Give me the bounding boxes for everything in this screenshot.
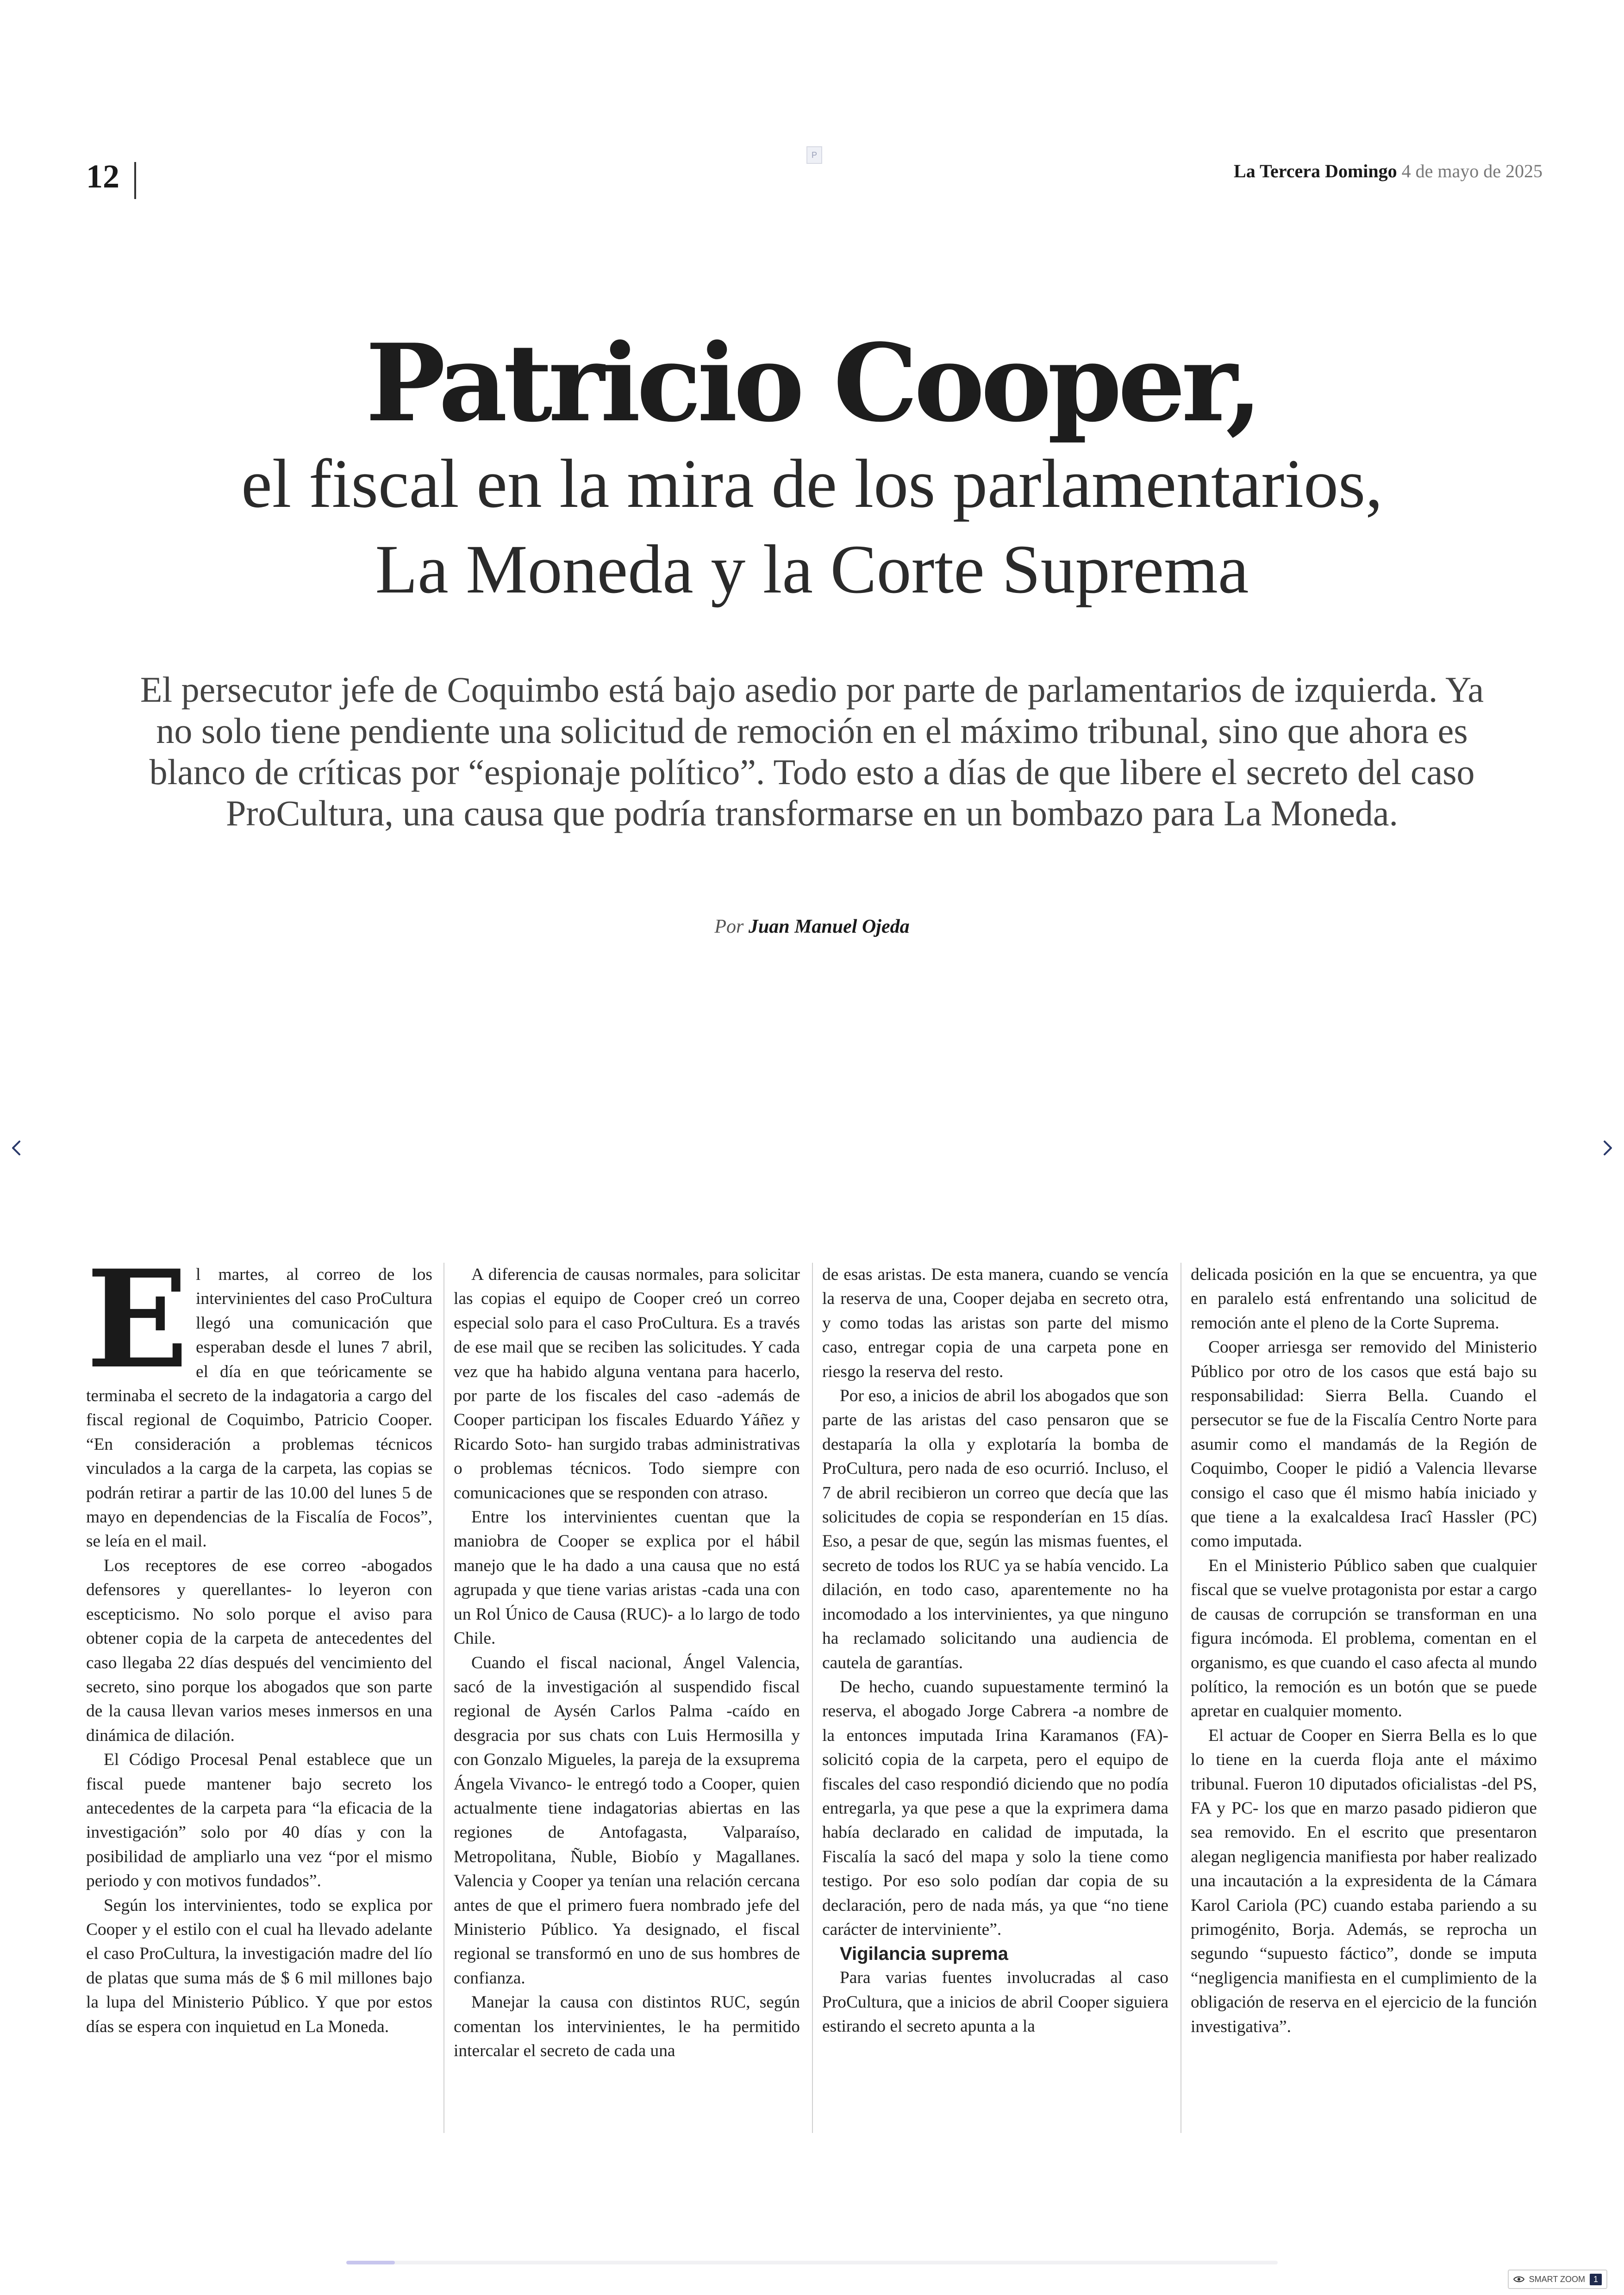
smart-zoom-label: SMART ZOOM <box>1529 2274 1585 2284</box>
article-column-4 <box>1191 1263 1537 2142</box>
paragraph: delicada posición en la que se encuentra, ya que en paralelo está enfrentando una solicitud de remoción ante el pleno de la Corte Suprema. <box>1191 1265 1537 1333</box>
page-number-divider <box>134 162 136 199</box>
paragraph: De hecho, cuando supuestamente terminó la reserva, el abogado Jorge Cabrera -a nombre de la entonces imputada Irina Karamanos (FA)- solicitó copia de la carpeta, pero el equipo de fiscales del caso respondió diciendo que no podía entregarla, ya que pese a que la exprimera dama había declarado en calidad de imputada, la Fiscalía la sacó del mapa y solo la tiene como testigo. Por eso solo podían dar copia de su declaración, pero de nada más, ya que “no tiene carácter de interviniente”. <box>822 1677 1168 1939</box>
byline-prefix: Por <box>714 916 744 937</box>
paragraph: A diferencia de causas normales, para solicitar las copias el equipo de Cooper creó un correo especial solo para el caso ProCultura. Es a través de ese mail que se reciben las solicitudes. Y cada vez que ha habido alguna ventana para hacerlo, por parte de los fiscales del caso -además de Cooper participan los fiscales Eduardo Yáñez y Ricardo Soto- han surgido trabas administrativas o problemas técnicos. Todo siempre con comunicaciones que se responden con atraso. <box>454 1265 800 1503</box>
paragraph: El Código Procesal Penal establece que un fiscal puede mantener bajo secreto los antecedentes de la carpeta para “la eficacia de la investigación” solo por 40 días y con la posibilidad de ampliarlo una vez “por el mismo periodo y con motivos fundados”. <box>86 1750 432 1891</box>
previous-page-button[interactable] <box>6 1138 27 1158</box>
paragraph: de esas aristas. De esta manera, cuando se vencía la reserva de una, Cooper dejaba en secreto otra, y como todas las aristas son parte del mismo caso, entregar copia de una carpeta pone en riesgo la reserva del resto. <box>822 1265 1168 1381</box>
byline <box>0 916 1624 938</box>
page-marker-icon[interactable]: P <box>806 146 822 164</box>
paragraph: Según los intervinientes, todo se explica por Cooper y el estilo con el cual ha llevado adelante el caso ProCultura, la investigación madre del lío de platas que suma más de $ 6 mil millones bajo la lupa del Ministerio Público. Y que por estos días se espera con inquietud en La Moneda. <box>86 1896 432 2036</box>
zoom-level-badge: 1 <box>1590 2274 1602 2285</box>
article-subtitle-line-1: el fiscal en la mira de los parlamentarios, <box>241 445 1383 522</box>
smart-zoom-button[interactable] <box>1508 2270 1607 2289</box>
column-rule <box>443 1263 444 2133</box>
chevron-right-icon <box>1597 1138 1618 1158</box>
reading-progress-fill <box>346 2261 395 2264</box>
paragraph: Manejar la causa con distintos RUC, según comentan los intervinientes, le ha permitido intercalar el secreto de cada una <box>454 1993 800 2060</box>
article-subtitle-line-2: La Moneda y la Corte Suprema <box>375 531 1249 608</box>
column-rule <box>812 1263 813 2133</box>
reading-progress-bar[interactable] <box>346 2261 1278 2264</box>
paragraph: Cooper arriesga ser removido del Ministerio Público por otro de los casos que está bajo su responsabilidad: Sierra Bella. Cuando el persecutor se fue de la Fiscalía Centro Norte para asumir como el mandamás de la Región de Coquimbo, Cooper le pidió a Valencia llevarse consigo el caso que él mismo había iniciado y que tiene a la exalcaldesa Iracî Hassler (PC) como imputada. <box>1191 1338 1537 1551</box>
paragraph: Por eso, a inicios de abril los abogados que son parte de las aristas del caso pensaron que se destaparía la olla y explotaría la bomba de ProCultura, pero nada de eso ocurrió. Incluso, el 7 de abril recibieron un correo que decía que las solicitudes de copia se responderían en 15 días. Eso, a pesar de que, según las mismas fuentes, el secreto de todos los RUC ya se había vencido. La dilación, en todo caso, aparentemente no ha incomodado a los intervinientes, ya que ninguno ha reclamado solicitando una audiencia de cautela de garantías. <box>822 1386 1168 1672</box>
paragraph: Cuando el fiscal nacional, Ángel Valencia, sacó de la investigación al suspendido fiscal regional de Aysén Carlos Palma -caído en desgracia por sus chats con Luis Hermosilla y con Gonzalo Migueles, la pareja de la exsuprema Ángela Vivanco- le entregó todo a Cooper, quien actualmente tiene indagatorias abiertas en las regiones de Antofagasta, Valparaíso, Metropolitana, Ñuble, Biobío y Magallanes. Valencia y Cooper ya tenían una relación cercana antes de que el primero fuera nombrado jefe del Ministerio Público. Ya designado, el fiscal regional se transformó en uno de sus hombres de confianza. <box>454 1653 800 1988</box>
article-title: Patricio Cooper, <box>365 321 1259 446</box>
next-page-button[interactable] <box>1597 1138 1618 1158</box>
section-subhead: Vigilancia suprema <box>840 1944 1008 1964</box>
paragraph: El actuar de Cooper en Sierra Bella es lo que lo tiene en la cuerda floja ante el máximo tribunal. Fueron 10 diputados oficialistas -del PS, FA y PC- los que en marzo pasado pidieron que sea removido. En el escrito que presentaron alegan negligencia manifiesta por haber realizado una incautación a la expresidenta de la Cámara Karol Cariola (PC) cuando estaba pariendo a su primogénito, Borja. Además, se reprocha un segundo “supuesto fáctico”, donde se imputa “negligencia manifiesta en el cumplimiento de la obligación de reserva en el ejercicio de la función investigativa”. <box>1191 1726 1537 2036</box>
publication-date: 4 de mayo de 2025 <box>1401 161 1543 181</box>
article-column-2 <box>454 1263 800 2142</box>
page-number: 12 <box>86 158 119 195</box>
paragraph: En el Ministerio Público saben que cualquier fiscal que se vuelve protagonista por estar a cargo de causas de corrupción se transforman en una figura incómoda. El problema, comentan en el organismo, es que cuando el caso afecta al mundo político, la remoción es un botón que se puede apretar en cualquier momento. <box>1191 1556 1537 1721</box>
paragraph: Entre los intervinientes cuentan que la maniobra de Cooper se explica por el hábil manejo que le ha dado a una causa que no está agrupada y que tiene varias aristas -cada una con un Rol Único de Causa (RUC)- a lo largo de todo Chile. <box>454 1508 800 1648</box>
paragraph: Para varias fuentes involucradas al caso ProCultura, que a inicios de abril Cooper siguiera estirando el secreto apunta a la <box>822 1968 1168 2036</box>
paragraph: Los receptores de ese correo -abogados defensores y querellantes- lo leyeron con escepticismo. No solo porque el aviso para obtener copia de la carpeta de antecedentes del caso llegaba 22 días después del vencimiento del secreto, sino porque los abogados que son parte de la causa llevan varios meses inmersos en una dinámica de dilación. <box>86 1556 432 1745</box>
article-column-3 <box>822 1263 1168 2142</box>
publication-name: La Tercera Domingo <box>1234 161 1397 181</box>
article-lede: El persecutor jefe de Coquimbo está bajo asedio por parte de parlamentarios de izquierda. Ya no solo tiene pendiente una solicitud de remoción en el máximo tribunal, sino que ahora es blanco de críticas por “espionaje político”. Todo esto a días de que libere el secreto del caso ProCultura, una causa que podría transformarse en un bombazo para La Moneda. <box>140 669 1484 833</box>
drop-cap: E <box>86 1263 189 1398</box>
eye-icon <box>1513 2276 1524 2283</box>
article-column-1 <box>86 1263 432 2142</box>
paragraph: l martes, al correo de los intervinientes del caso ProCultura llegó una comunicación que esperaban desde el lunes 7 abril, el día en que teóricamente se terminaba el secreto de la indagatoria a cargo del fiscal regional de Coquimbo, Patricio Cooper. “En consideración a problemas técnicos vinculados a la carga de la carpeta, las copias se podrán retirar a partir de las 10.00 del lunes 5 de mayo en dependencias de la Fiscalía de Focos”, se leía en el mail. <box>86 1265 432 1551</box>
byline-author: Juan Manuel Ojeda <box>748 916 910 937</box>
masthead <box>1234 160 1543 182</box>
chevron-left-icon <box>6 1138 27 1158</box>
